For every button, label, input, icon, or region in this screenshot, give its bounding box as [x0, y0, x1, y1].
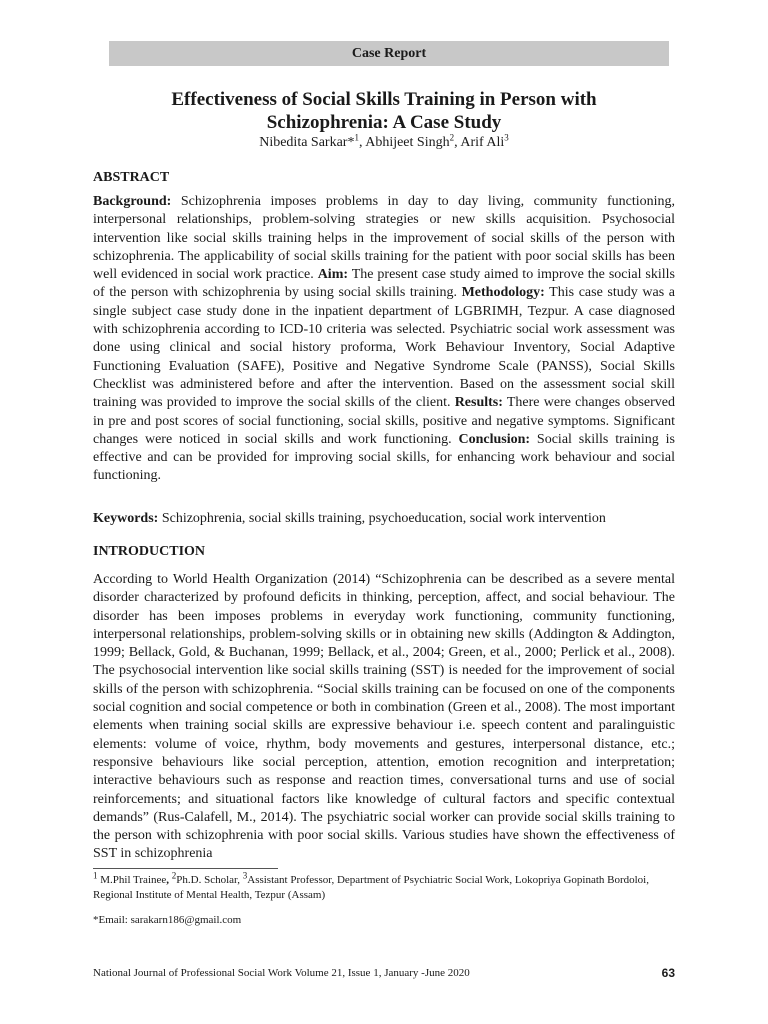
title-line-2: Schizophrenia: A Case Study: [266, 112, 502, 133]
article-type-label: Case Report: [351, 45, 427, 61]
footnote-text: Ph.D. Scholar,: [176, 874, 243, 886]
footnote-mark: 1: [93, 870, 98, 881]
aim-text: The present case study aimed to improve the social skills of the person with schizophrenia by using social skills training.: [93, 267, 675, 301]
results-text: There were changes observed in pre and post scores of social functioning, social skills, positive and negative symptoms. Significant changes were noticed in social skills and work functioning.: [93, 395, 675, 447]
paper-title: [60, 88, 708, 134]
background-text: Schizophrenia imposes problems in day to day living, community functioning, interpersonal relationships, problem-solving strategies or new skills acquisition. Psychosocial intervention like social skills training helps in the improvement of social skills of the person with schizophrenia. The applicability of social skills training for the patient with poor social skills has been well evidenced in social work practice.: [93, 194, 675, 283]
methodology-label: Methodology:: [461, 285, 545, 301]
journal-footer: National Journal of Professional Social Work Volume 21, Issue 1, January -June 2020: [93, 967, 470, 979]
author-name: Nibedita Sarkar*: [259, 135, 355, 150]
methodology-text: This case study was a single subject case study done in the inpatient department of LGBRIMH, Tezpur. A case diagnosed with schizophrenia according to ICD-10 criteria was selected. Psychiatric social work assessment was done using clinical and social history proforma, Work Behaviour Inventory, Social Adaptive Functioning Evaluation (SAFE), Positive and Negative Syndrome Scale (PANSS), Social Skills Checklist was administered before and after the intervention. Based on the assessment social skill training was provided to improve the social skills of the client.: [93, 285, 675, 411]
footnote-divider: [93, 868, 278, 869]
introduction-heading: INTRODUCTION: [93, 544, 206, 559]
article-type-banner: [109, 41, 669, 66]
title-line-1: Effectiveness of Social Skills Training in Person with: [171, 89, 597, 110]
footnote-text: M.Phil Trainee: [97, 874, 167, 886]
introduction-body: According to World Health Organization (2014) “Schizophrenia can be described as a severe mental disorder characterized by profound deficits in thinking, perception, affect, and social behaviour. The disorder has been imposes problems in everyday work functioning, community functioning, interpersonal relationships, problem-solving skills or in obtaining new skills (Addington & Addington, 1999; Bellack, Gold, & Buchanan, 1999; Bellack, et al., 2004; Green, et al., 2000; Perlick et al., 2008). The psychosocial intervention like social skills training (SST) is needed for the improvement of social skills of the person with schizophrenia. “Social skills training can be focused on one of the components social cognition and social competence or both in combination (Green et al., 2008). The most important elements when training social skills are expressive behaviour i.e. speech content and paralinguistic elements: volume of voice, rhythm, body movements and gestures, interpersonal distance, etc.; responsive behaviours like social perception, attention, emotion recognition and interpretation; interactive behaviours such as response and reaction times, conversational turns and use of social reinforcements; and situational factors like knowledge of cultural factors and specific contextual demands” (Rus-Calafell, M., 2014). The psychiatric social worker can provide social skills training to the person with schizophrenia with poor social skills. Various studies have shown the effectiveness of SST in schizophrenia: [93, 572, 675, 862]
abstract-body: [93, 193, 675, 486]
author-name: Arif Ali: [460, 135, 505, 150]
background-label: Background:: [93, 194, 172, 209]
results-label: Results:: [454, 395, 503, 411]
author-affiliation-mark: 2: [449, 132, 455, 143]
conclusion-label: Conclusion:: [458, 431, 531, 447]
footnote-mark: 2: [171, 870, 177, 881]
footnote-text: Assistant Professor, Department of Psychiatric Social Work, Lokopriya Gopinath Bordoloi, Regional Institute of Mental Health, Tezpur (Assam): [93, 874, 649, 901]
author-affiliation-mark: 3: [504, 132, 509, 143]
conclusion-text: Social skills training is effective and can be provided for improving social skills, for enhancing work behaviour and social functioning.: [93, 431, 675, 484]
author-name: Abhijeet Singh: [365, 135, 450, 150]
keywords: [93, 511, 693, 527]
keywords-text: Schizophrenia, social skills training, psychoeducation, social work intervention: [158, 511, 606, 526]
author-affiliation-mark: 1: [354, 132, 359, 143]
aim-label: Aim:: [317, 267, 349, 283]
author-list: Nibedita Sarkar*$^1$, Abhijeet Singh$^2$, Arif Ali$^3$: [259, 132, 509, 150]
footnote-separator: ,: [166, 874, 172, 886]
footnote-mark: 3: [242, 870, 248, 881]
page-number: 63: [661, 966, 675, 980]
keywords-label: Keywords:: [93, 511, 159, 526]
email-footnote: *Email: sarakarn186@gmail.com: [93, 914, 242, 926]
affiliation-footnote: [93, 870, 675, 903]
abstract-heading: ABSTRACT: [93, 170, 170, 185]
